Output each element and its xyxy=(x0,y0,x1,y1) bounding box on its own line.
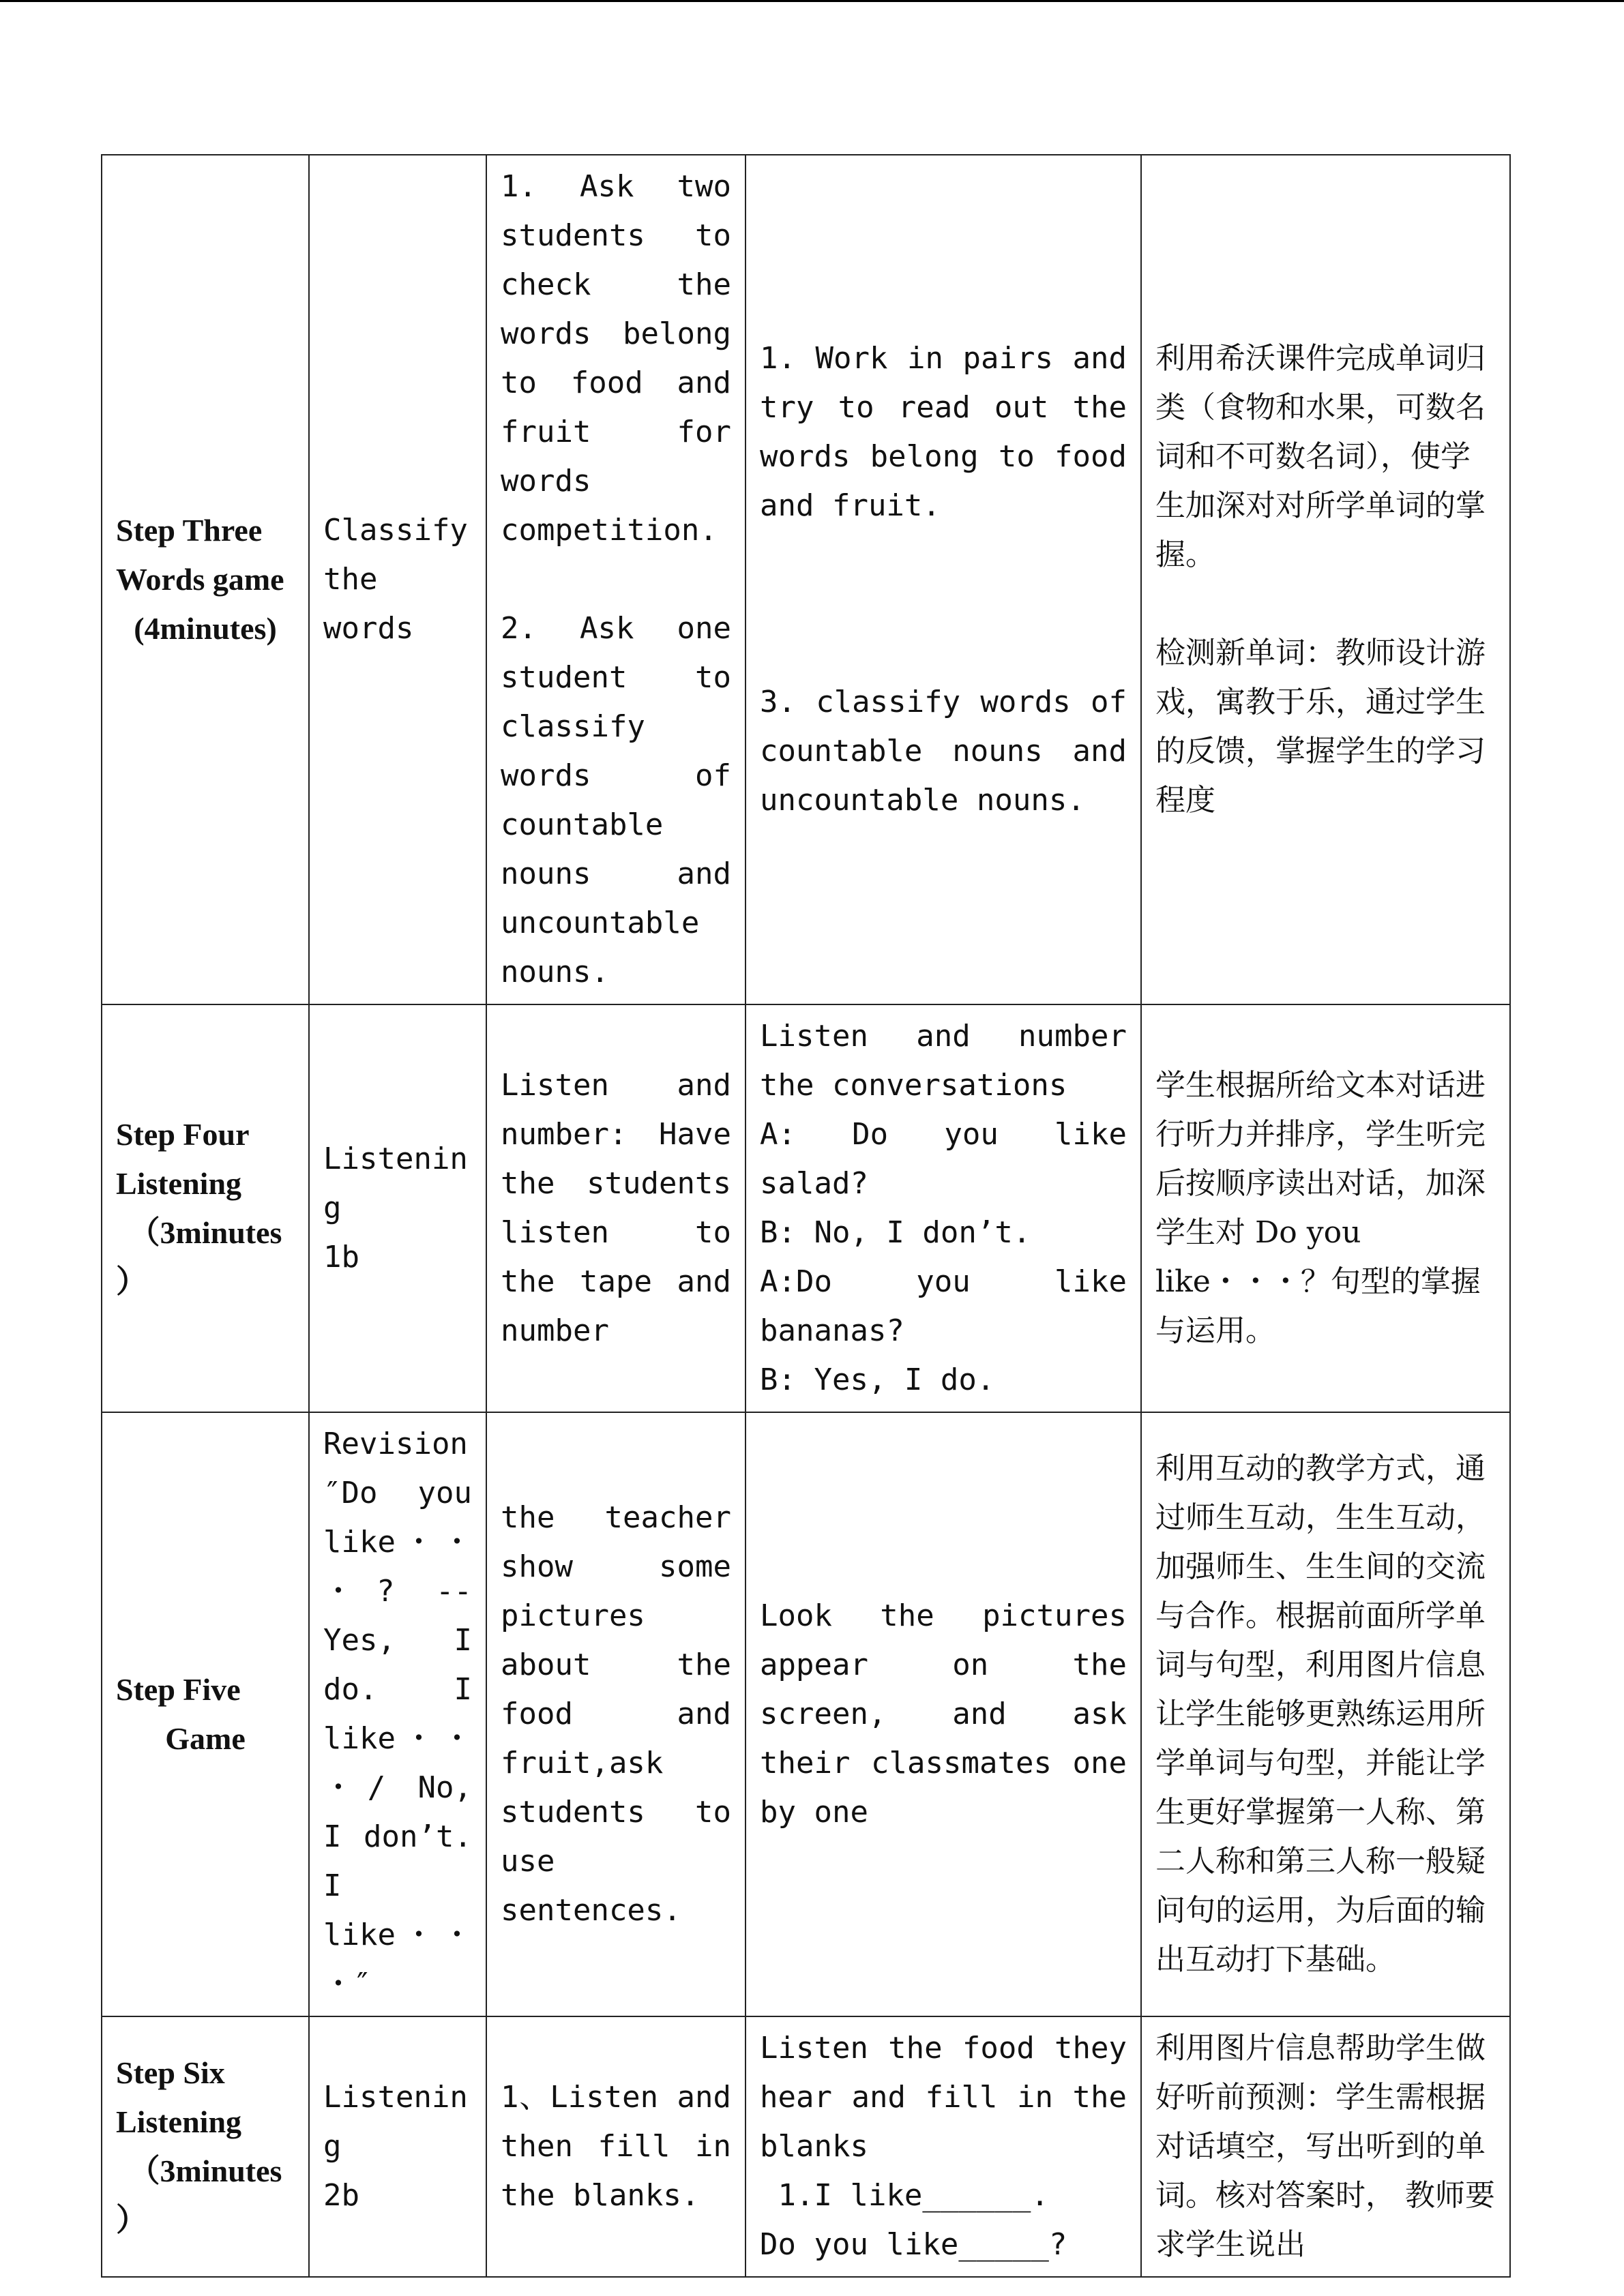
activity-line: Listening xyxy=(323,1142,468,1225)
step-duration: （3minutes xyxy=(128,2153,282,2188)
purpose-cell xyxy=(1141,1004,1510,1412)
step-cell xyxy=(102,2016,309,2277)
step-subtitle: Listening xyxy=(116,1166,242,1201)
activity-line: Classify xyxy=(323,513,468,548)
activity-cell xyxy=(309,155,486,1004)
purpose-cell xyxy=(1141,1412,1510,2016)
activity-line: 1b xyxy=(323,1240,359,1274)
activity-line: 2b xyxy=(323,2178,359,2213)
step-title: Step Six xyxy=(116,2055,225,2090)
activity-cell xyxy=(309,1412,486,2016)
table-row-step-five xyxy=(102,1412,1510,2016)
activity-cell xyxy=(309,2016,486,2277)
step-subtitle: Words game xyxy=(116,562,284,597)
student-text: Look the pictures appear on the screen, and ask their classmates one by one xyxy=(760,1598,1127,1830)
purpose-cell xyxy=(1141,2016,1510,2277)
step-subtitle: Game xyxy=(165,1721,246,1756)
table-row-step-six xyxy=(102,2016,1510,2277)
step-duration-end: ） xyxy=(116,1264,147,1299)
teacher-text: the teacher show some pictures about the food and fruit,ask students to use sentences. xyxy=(501,1500,731,1928)
step-title: Step Four xyxy=(116,1117,250,1152)
purpose-text: 利用图片信息帮助学生做好听前预测：学生需根据对话填空，写出听到的单词。核对答案时， 教师要求学生说出 xyxy=(1155,2031,1495,2262)
student-line: A:Do you like bananas? xyxy=(760,1264,1127,1348)
step-duration-end: ） xyxy=(116,2203,147,2237)
student-line: Do you like_____? xyxy=(760,2227,1067,2262)
student-line: Listen the food they hear and fill in the blanks xyxy=(760,2031,1127,2164)
student-line: B: Yes, I do. xyxy=(760,1362,995,1397)
purpose-text: 利用互动的教学方式，通过师生互动，生生互动，加强师生、生生间的交流与合作。根据前面所学单词与句型，利用图片信息让学生能够更熟练运用所学单词与句型，并能让学生更好掌握第一人称、第二人称和第三人称一般疑问句的运用，为后面的输出互动打下基础。 xyxy=(1155,1451,1486,1977)
step-duration: （3minutes xyxy=(128,1215,282,1250)
purpose-text: 学生根据所给文本对话进行听力并排序，学生听完后按顺序读出对话，加深学生对 Do you like・・・？句型的掌握与运用。 xyxy=(1155,1068,1486,1348)
lesson-plan-table xyxy=(101,154,1511,2278)
activity-line: Listening xyxy=(323,2080,468,2164)
purpose-text-1: 利用希沃课件完成单词归类（食物和水果，可数名词和不可数名词），使学生加深对对所学单词的掌握。 xyxy=(1155,341,1486,572)
student-line: Listen and number the conversations xyxy=(760,1019,1127,1103)
table-row-step-three xyxy=(102,155,1510,1004)
student-activity-cell xyxy=(745,1004,1141,1412)
step-cell xyxy=(102,155,309,1004)
teacher-activity-cell xyxy=(486,2016,745,2277)
teacher-activity-cell xyxy=(486,1004,745,1412)
teacher-step-1: 1. Ask two students to check the words belong to food and fruit for words competition. xyxy=(501,169,731,548)
step-subtitle: Listening xyxy=(116,2104,242,2139)
teacher-text: 1、Listen and then fill in the blanks. xyxy=(501,2080,731,2213)
student-step-1: 1. Work in pairs and try to read out the words belong to food and fruit. xyxy=(760,341,1127,523)
activity-text: Revision ″Do you like・・・? -- Yes, I do. I like・・・/ No, I don’t. I like・・・″ xyxy=(323,1427,472,2001)
step-title: Step Five xyxy=(116,1672,241,1707)
student-activity-cell xyxy=(745,1412,1141,2016)
student-step-2: 3. classify words of countable nouns and uncountable nouns. xyxy=(760,685,1127,818)
activity-line: the words xyxy=(323,562,414,646)
step-duration: (4minutes) xyxy=(134,611,277,646)
purpose-text-2: 检测新单词：教师设计游戏，寓教于乐，通过学生的反馈，掌握学生的学习程度 xyxy=(1155,636,1486,818)
step-cell xyxy=(102,1004,309,1412)
teacher-activity-cell xyxy=(486,155,745,1004)
step-cell xyxy=(102,1412,309,2016)
student-line: A: Do you like salad? xyxy=(760,1117,1127,1201)
student-activity-cell xyxy=(745,2016,1141,2277)
table-row-step-four xyxy=(102,1004,1510,1412)
teacher-text: Listen and number: Have the students listen to the tape and number xyxy=(501,1068,731,1348)
teacher-activity-cell xyxy=(486,1412,745,2016)
teacher-step-2: 2. Ask one student to classify words of countable nouns and uncountable nouns. xyxy=(501,611,731,989)
student-line: B: No, I don’t. xyxy=(760,1215,1031,1250)
step-title: Step Three xyxy=(116,513,263,548)
page-top-border xyxy=(0,0,1624,2)
purpose-cell xyxy=(1141,155,1510,1004)
student-line: 1.I like______. xyxy=(760,2178,1049,2213)
activity-cell xyxy=(309,1004,486,1412)
student-activity-cell xyxy=(745,155,1141,1004)
